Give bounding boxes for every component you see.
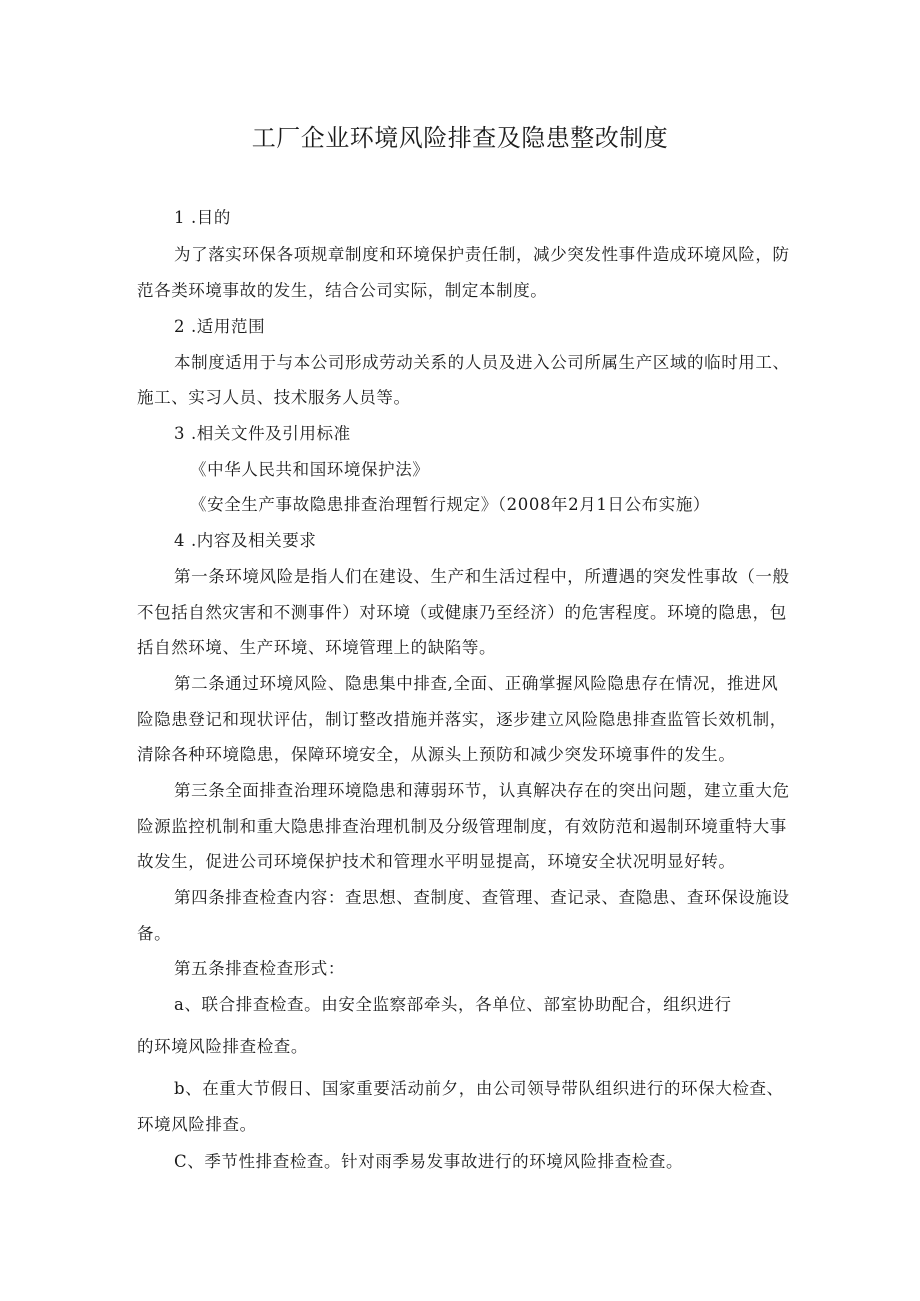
paragraph-line: C、季节性排查检查。针对雨季易发事故进行的环境风险排查检查。 <box>174 1152 684 1171</box>
section-heading-content: 4 .内容及相关要求 <box>174 531 317 550</box>
section-heading-purpose: 1 .目的 <box>174 208 231 227</box>
paragraph-line: 备。 <box>137 924 172 943</box>
paragraph-line: 第四条排查检查内容：查思想、查制度、查管理、查记录、查隐患、查环保设施设 <box>174 888 790 907</box>
reference-line: 《中华人民共和国环境保护法》 <box>190 460 430 479</box>
paragraph-line: 故发生，促进公司环境保护技术和管理水平明显提高，环境安全状况明显好转。 <box>137 852 736 871</box>
paragraph-line: 第二条通过环境风险、隐患集中排查,全面、正确掌握风险隐患存在情况，推进风 <box>174 674 779 693</box>
section-heading-references: 3 .相关文件及引用标准 <box>174 424 351 443</box>
paragraph-line: 险源监控机制和重大隐患排查治理机制及分级管理制度，有效防范和遏制环境重特大事 <box>137 817 787 836</box>
paragraph-line: 为了落实环保各项规章制度和环境保护责任制，减少突发性事件造成环境风险，防 <box>174 245 790 264</box>
reference-line: 《安全生产事故隐患排查治理暂行规定》（2008年2月1日公布实施） <box>190 495 711 514</box>
paragraph-line: 本制度适用于与本公司形成劳动关系的人员及进入公司所属生产区域的临时用工、 <box>174 353 790 372</box>
paragraph-line: 第五条排查检查形式： <box>174 959 345 978</box>
document-title: 工厂企业环境风险排查及隐患整改制度 <box>251 124 669 152</box>
paragraph-line: 范各类环境事故的发生，结合公司实际，制定本制度。 <box>137 281 548 300</box>
paragraph-line: 不包括自然灾害和不测事件）对环境（或健康乃至经济）的危害程度。环境的隐患，包 <box>137 603 787 622</box>
paragraph-line: 的环境风险排查检查。 <box>137 1037 308 1056</box>
paragraph-line: 第一条环境风险是指人们在建设、生产和生活过程中，所遭遇的突发性事故（一般 <box>174 567 790 586</box>
paragraph-line: 环境风险排查。 <box>137 1115 257 1134</box>
paragraph-line: 险隐患登记和现状评估，制订整改措施并落实，逐步建立风险隐患排查监管长效机制， <box>137 710 787 729</box>
paragraph-line: a、联合排查检查。由安全监察部牵头，各单位、部室协助配合，组织进行 <box>174 995 732 1014</box>
section-heading-scope: 2 .适用范围 <box>174 317 266 336</box>
paragraph-line: 括自然环境、生产环境、环境管理上的缺陷等。 <box>137 638 497 657</box>
paragraph-line: 施工、实习人员、技术服务人员等。 <box>137 388 411 407</box>
paragraph-line: b、在重大节假日、国家重要活动前夕，由公司领导带队组织进行的环保大检查、 <box>174 1079 784 1098</box>
paragraph-line: 清除各种环境隐患，保障环境安全，从源头上预防和减少突发环境事件的发生。 <box>137 745 736 764</box>
paragraph-line: 第三条全面排查治理环境隐患和薄弱环节，认真解决存在的突出问题，建立重大危 <box>174 781 790 800</box>
